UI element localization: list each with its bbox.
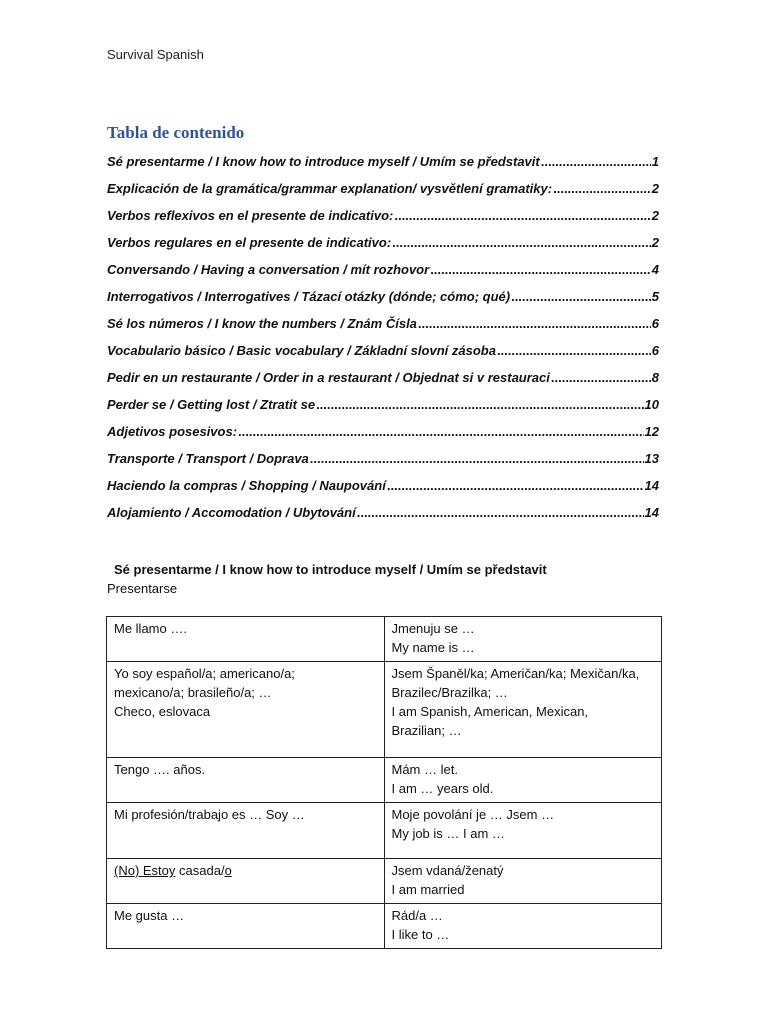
- toc-entry[interactable]: [107, 451, 659, 478]
- toc-entry-text: Transporte / Transport / Doprava: [107, 451, 309, 466]
- cell-line: Tengo …. años.: [114, 762, 206, 777]
- toc-leader-dots: [316, 397, 643, 412]
- table-cell-spanish: [107, 859, 385, 904]
- toc-entry-page: 4: [651, 262, 659, 277]
- toc-entry[interactable]: [107, 154, 659, 181]
- cell-line: mexicano/a; brasileño/a; …: [114, 685, 272, 700]
- toc-entry-page: 6: [651, 316, 659, 331]
- toc-entry[interactable]: [107, 343, 659, 370]
- toc-entry-text: Interrogativos / Interrogatives / Tázací otázky (dónde; cómo; qué): [107, 289, 511, 304]
- table-row: [107, 617, 662, 662]
- table-row: [107, 662, 662, 758]
- toc-entry-text: Sé los números / I know the numbers / Znám Čísla: [107, 316, 417, 331]
- toc-entry-page: 2: [651, 235, 659, 250]
- cell-line: Jsem Španěl/ka; Američan/ka; Mexičan/ka,: [391, 666, 640, 681]
- cell-line: Brazilian; …: [391, 723, 462, 738]
- toc-entry[interactable]: [107, 505, 659, 532]
- toc-leader-dots: [392, 235, 651, 250]
- toc-entry-page: 13: [644, 451, 659, 466]
- toc-entry-page: 2: [651, 181, 659, 196]
- underlined-text: o: [224, 863, 232, 878]
- toc-leader-dots: [394, 208, 650, 223]
- toc-entry[interactable]: [107, 208, 659, 235]
- cell-line: My name is …: [391, 640, 475, 655]
- toc-entry[interactable]: [107, 262, 659, 289]
- toc-entry[interactable]: [107, 478, 659, 505]
- toc-entry-text: Alojamiento / Accomodation / Ubytování: [107, 505, 356, 520]
- cell-line: Me llamo ….: [114, 621, 187, 636]
- toc-entry[interactable]: [107, 289, 659, 316]
- toc-leader-dots: [430, 262, 651, 277]
- toc-entry-text: Perder se / Getting lost / Ztratit se: [107, 397, 316, 412]
- toc-leader-dots: [497, 343, 651, 358]
- toc-entry-page: 2: [651, 208, 659, 223]
- toc-entry-text: Conversando / Having a conversation / mít rozhovor: [107, 262, 430, 277]
- toc-entry-text: Verbos reflexivos en el presente de indicativo:: [107, 208, 394, 223]
- toc-entry-page: 14: [644, 478, 659, 493]
- cell-line: Yo soy español/a; americano/a;: [114, 666, 295, 681]
- toc-entry-text: Adjetivos posesivos:: [107, 424, 238, 439]
- toc-list: [107, 154, 659, 532]
- cell-line: [114, 861, 377, 880]
- toc-entry-page: 5: [651, 289, 659, 304]
- toc-entry-page: 8: [651, 370, 659, 385]
- toc-entry[interactable]: [107, 316, 659, 343]
- table-cell-translation: [384, 617, 662, 662]
- cell-line: I am married: [391, 882, 465, 897]
- toc-leader-dots: [553, 181, 651, 196]
- toc-entry[interactable]: [107, 370, 659, 397]
- plain-text: casada/: [175, 863, 225, 878]
- toc-leader-dots: [310, 451, 644, 466]
- toc-entry-text: Pedir en un restaurante / Order in a restaurant / Objednat si v restauraci: [107, 370, 550, 385]
- cell-line: I am … years old.: [391, 781, 494, 796]
- toc-entry-page: 12: [644, 424, 659, 439]
- underlined-text: (No) Estoy: [114, 863, 176, 878]
- section-heading: Sé presentarme / I know how to introduce myself / Umím se představit: [114, 562, 547, 577]
- toc-leader-dots: [357, 505, 644, 520]
- cell-line: Jmenuju se …: [391, 621, 475, 636]
- cell-line: Mám … let.: [391, 762, 458, 777]
- cell-line: My job is … I am …: [391, 826, 505, 841]
- table-cell-translation: [384, 859, 662, 904]
- table-row: [107, 904, 662, 949]
- toc-leader-dots: [541, 154, 651, 169]
- table-row: [107, 803, 662, 859]
- toc-leader-dots: [511, 289, 651, 304]
- toc-entry[interactable]: [107, 235, 659, 262]
- table-cell-translation: [384, 904, 662, 949]
- toc-leader-dots: [551, 370, 651, 385]
- toc-leader-dots: [238, 424, 643, 439]
- cell-line: Brazilec/Brazilka; …: [391, 685, 508, 700]
- table-cell-spanish: [107, 617, 385, 662]
- cell-line: Jsem vdaná/ženatý: [391, 863, 504, 878]
- table-cell-spanish: [107, 904, 385, 949]
- table-cell-translation: [384, 662, 662, 758]
- toc-entry-text: Sé presentarme / I know how to introduce myself / Umím se představit: [107, 154, 540, 169]
- table-row: [107, 859, 662, 904]
- table-cell-spanish: [107, 803, 385, 859]
- cell-line: Me gusta …: [114, 908, 185, 923]
- toc-entry[interactable]: [107, 181, 659, 208]
- cell-line: Mi profesión/trabajo es … Soy …: [114, 807, 305, 822]
- toc-entry-page: 10: [644, 397, 659, 412]
- toc-entry-text: Vocabulario básico / Basic vocabulary / Základní slovní zásoba: [107, 343, 496, 358]
- table-row: [107, 758, 662, 803]
- toc-entry-page: 6: [651, 343, 659, 358]
- toc-entry-page: 1: [651, 154, 659, 169]
- toc-title: Tabla de contenido: [107, 123, 245, 142]
- cell-line: I am Spanish, American, Mexican,: [391, 704, 589, 719]
- page-header: Survival Spanish: [107, 47, 204, 62]
- toc-entry-page: 14: [644, 505, 659, 520]
- table-cell-spanish: [107, 662, 385, 758]
- cell-line: I like to …: [391, 927, 450, 942]
- section-subheading: Presentarse: [107, 581, 178, 596]
- toc-entry-text: Haciendo la compras / Shopping / Naupování: [107, 478, 386, 493]
- phrase-table: [106, 616, 662, 949]
- cell-line: Moje povolání je … Jsem …: [391, 807, 555, 822]
- toc-leader-dots: [418, 316, 651, 331]
- toc-entry-text: Verbos regulares en el presente de indicativo:: [107, 235, 392, 250]
- table-cell-spanish: [107, 758, 385, 803]
- toc-entry[interactable]: [107, 397, 659, 424]
- cell-line: Checo, eslovaca: [114, 704, 211, 719]
- cell-line: Rád/a …: [391, 908, 443, 923]
- toc-leader-dots: [387, 478, 644, 493]
- table-cell-translation: [384, 803, 662, 859]
- toc-entry-text: Explicación de la gramática/grammar explanation/ vysvětlení gramatiky:: [107, 181, 553, 196]
- table-cell-translation: [384, 758, 662, 803]
- toc-entry[interactable]: [107, 424, 659, 451]
